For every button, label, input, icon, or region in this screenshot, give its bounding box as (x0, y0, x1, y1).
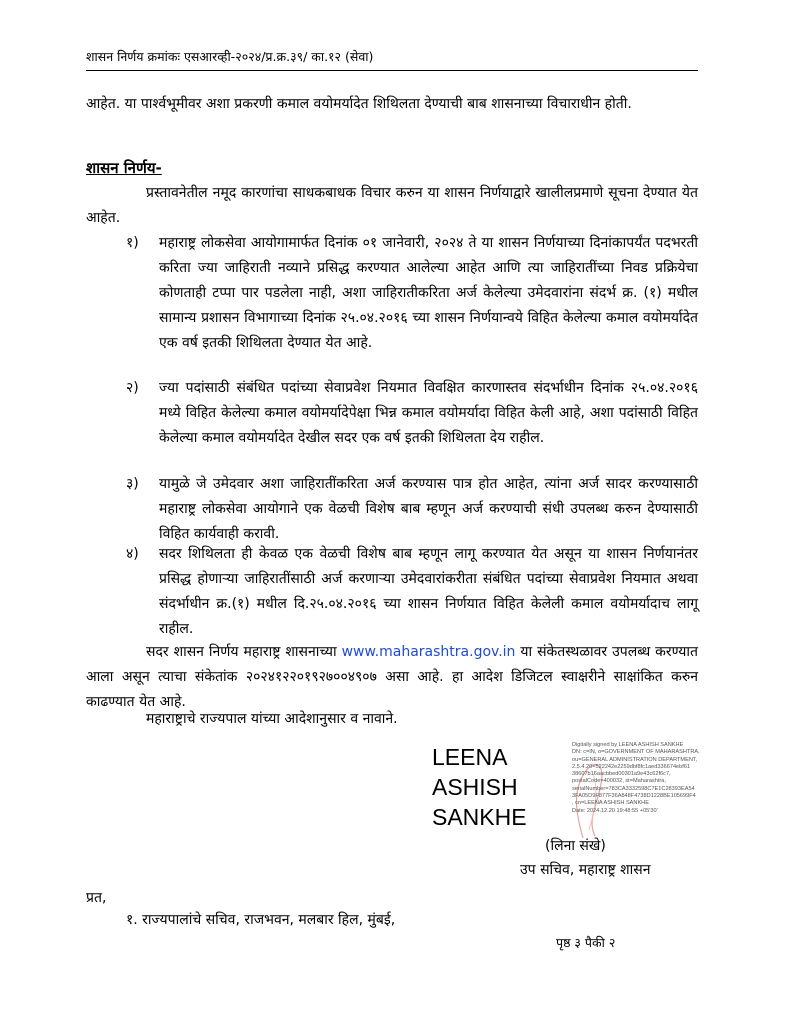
item-text: सदर शिथिलता ही केवळ एक वेळची विशेष बाब म्हणून लागू करण्यात येत असून या शासन निर्णयानंतर प्रसिद्ध होणाऱ्या जाहिरातींसाठी अर्ज करणाऱ्या उमेदवारांकरीता संबंधित पदांच्या सेवाप्रवेश नियमात अथवा संदर्भाधीन क्र.(१) मधील दि.२५.०४.२०१६ च्या शासन निर्णयात विहित केलेली कमाल वयोमर्यादाच लागू राहील. (159, 546, 698, 637)
signature-name-line: ASHISH (432, 774, 518, 800)
document-header: शासन निर्णय क्रमांकः एसआरव्ही-२०२४/प्र.क्र.३९/ का.१२ (सेवा) (86, 49, 374, 64)
signature-detail-line: 3FA05D9F877F36A848F4738D1228BE105699F4 (572, 793, 696, 800)
copy-to-label: प्रत, (86, 890, 107, 906)
signature-name-line: SANKHE (432, 804, 527, 830)
signature-detail-line: DN: c=IN, o=GOVERNMENT OF MAHARASHTRA, (572, 749, 700, 756)
publication-paragraph (86, 640, 698, 715)
signature-detail-line: postalCode=400032, st=Maharashtra, (572, 778, 666, 785)
page-number: पृष्ठ ३ पैकी २ (556, 935, 616, 950)
item-number: ४) (126, 546, 139, 562)
website-link[interactable]: www.maharashtra.gov.in (341, 644, 516, 660)
signature-detail-line: , cn=LEENA ASHISH SANKHE (572, 800, 649, 807)
signature-detail-line: Date: 2024.12.20 19:48:55 +05'30' (572, 807, 658, 814)
decision-heading: शासन निर्णय- (86, 159, 162, 177)
item-text: ज्या पदांसाठी संबंधित पदांच्या सेवाप्रवेश नियमात विवक्षित कारणास्तव संदर्भाधीन दिनांक २५.०४.२०१६ मध्ये विहित केलेल्या कमाल वयोमर्यादेपेक्षा भिन्न कमाल वयोमर्यादा विहित केली आहे, अशा पदांसाठी विहित केलेल्या कमाल वयोमर्यादेत देखील सदर एक वर्ष इतकी शिथिलता देय राहील. (159, 380, 698, 446)
item-text: महाराष्ट्र लोकसेवा आयोगामार्फत दिनांक ०१ जानेवारी, २०२४ ते या शासन निर्णयाच्या दिनांकापर्यंत पदभरती करिता ज्या जाहिराती नव्याने प्रसिद्ध करण्यात आलेल्या आहेत आणि त्या जाहिरातींच्या निवड प्रक्रियेचा कोणताही टप्पा पार पडलेला नाही, अशा जाहिरातीकरिता अर्ज केलेल्या उमेदवारांना संदर्भ क्र. (१) मधील सामान्य प्रशासन विभागाच्या दिनांक २५.०४.२०१६ च्या शासन निर्णयान्वये विहित केलेल्या कमाल वयोमर्यादेत एक वर्ष इतकी शिथिलता देण्यात येत आहे. (159, 235, 698, 351)
publication-text-end: या संकेतस्थळावर उपलब्ध करण्यात आला असून त्याचा संकेतांक २०२४१२२०१९२७००४९०७ असा आहे. हा आदेश डिजिटल स्वाक्षरीने साक्षांकित करुन काढण्यात येत आहे. (86, 644, 699, 710)
copy-to-item-1: १. राज्यपालांचे सचिव, राजभवन, मलबार हिल, मुंबई, (126, 912, 396, 928)
signatory-designation: उप सचिव, महाराष्ट्र शासन (520, 862, 651, 878)
intro-paragraph: आहेत. या पार्श्वभूमीवर अशा प्रकरणी कमाल वयोमर्यादेत शिथिलता देण्याची बाब शासनाच्या विचाराधीन होती. (86, 96, 632, 112)
header-rule (86, 70, 698, 71)
item-number: १) (126, 235, 139, 251)
signatory-name-marathi: (लिना संखे) (545, 838, 606, 854)
signature-detail-line: Digitally signed by LEENA ASHISH SANKHE (572, 742, 684, 748)
item-number: २) (126, 380, 139, 396)
item-text: यामुळे जे उमेदवार अशा जाहिरातींकरिता अर्ज करण्यास पात्र होत आहेत, त्यांना अर्ज सादर करण्यासाठी महाराष्ट्र लोकसेवा आयोगाने एक वेळची विशेष बाब म्हणून अर्ज करण्याची संधी उपलब्ध करुन देण्यासाठी विहित कार्यवाही करावी. (159, 476, 698, 542)
item-number: ३) (126, 476, 139, 492)
signature-detail-line: 38607b16aacbbed00301a9e43c62f6c7, (572, 771, 671, 778)
signature-name-line: LEENA (432, 744, 508, 770)
digital-signature-details (572, 742, 714, 815)
signature-name (432, 742, 527, 832)
decision-intro: प्रस्तावनेतील नमूद कारणांचा साधकबाधक विचार करुन या शासन निर्णयाद्वारे खालीलप्रमाणे सूचना देण्यात येत आहेत. (86, 185, 698, 226)
publication-text-start: सदर शासन निर्णय महाराष्ट्र शासनाच्या (146, 644, 342, 660)
signature-detail-line: ou=GENERAL ADMINISTRATION DEPARTMENT, (572, 756, 698, 763)
by-order-line: महाराष्ट्राचे राज्यपाल यांच्या आदेशानुसार व नावाने. (146, 711, 398, 727)
signature-detail-line: 2.5.4.20=522242e2259dbf8fc1aed336674ebf61 (572, 763, 691, 770)
signature-detail-line: serialNumber=783CA3332598C7E1C28393EA54 (572, 785, 695, 792)
